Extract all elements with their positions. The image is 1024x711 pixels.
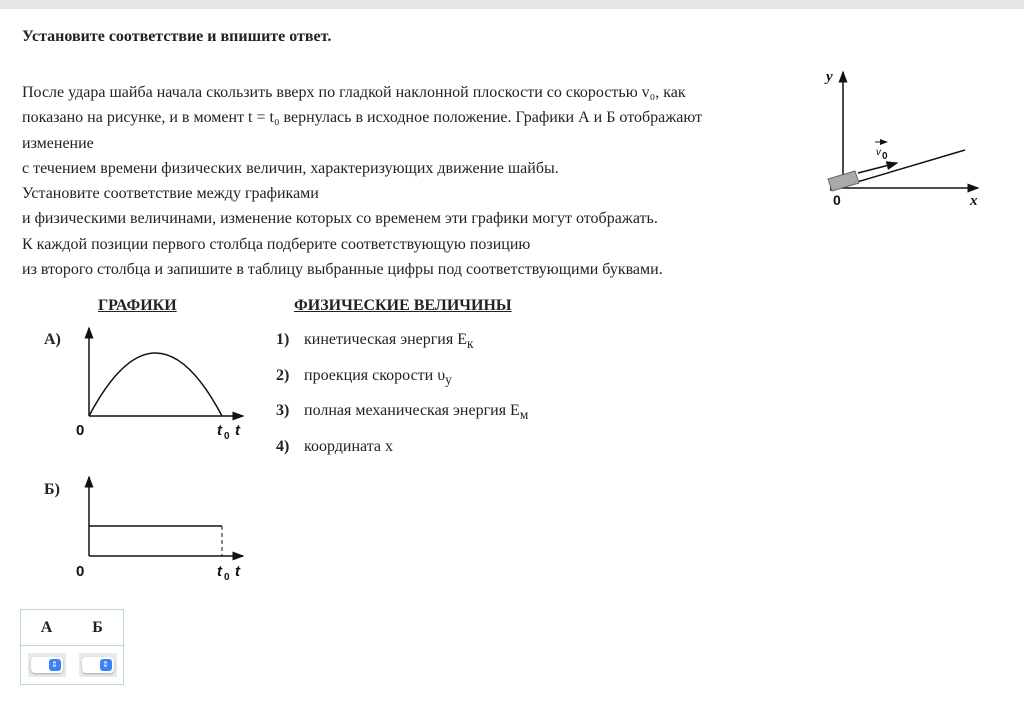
column-header-a: А	[40, 619, 53, 636]
parabola-curve	[89, 353, 222, 416]
text-line: Установите соответствие между графиками	[22, 185, 319, 203]
quantity-3	[276, 402, 528, 423]
graph-a-label: А)	[44, 331, 61, 348]
graph-a-t-label: t	[235, 422, 240, 439]
quantity-text: проекция скорости υ	[304, 367, 446, 384]
text-line: из второго столбца и запишите в таблицу выбранные цифры под соответствующими буквами.	[22, 261, 663, 279]
graph-a-t0: t	[217, 422, 222, 439]
y-axis-label: y	[826, 69, 833, 85]
velocity-subscript: 0	[882, 151, 888, 162]
quantity-num: 4)	[276, 438, 290, 455]
quantity-sub: y	[445, 372, 452, 388]
quantities-header: ФИЗИЧЕСКИЕ ВЕЛИЧИНЫ	[294, 297, 512, 314]
quantity-num: 1)	[276, 331, 290, 348]
answer-table	[20, 609, 124, 685]
graph-b-origin: 0	[76, 563, 85, 580]
quantity-2	[276, 367, 452, 388]
quantity-1	[276, 331, 473, 352]
graph-b-label: Б)	[44, 481, 60, 498]
text-line: и физическими величинами, изменение которых со временем эти графики могут отображать.	[22, 210, 658, 228]
quantity-sub: к	[466, 336, 474, 352]
graph-a-origin: 0	[76, 422, 85, 439]
quantity-sub: м	[519, 407, 529, 423]
answer-select-a[interactable]	[28, 653, 66, 677]
task-title: Установите соответствие и впишите ответ.	[22, 28, 332, 45]
quantity-text: координата x	[304, 438, 393, 455]
graph-b	[89, 477, 243, 556]
quantity-text: кинетическая энергия E	[304, 331, 467, 348]
graph-b-t0: t	[217, 563, 222, 580]
quantity-num: 2)	[276, 367, 290, 384]
graph-b-t-label: t	[235, 563, 240, 580]
graphs-header: ГРАФИКИ	[98, 297, 177, 314]
quantity-num: 3)	[276, 402, 290, 419]
text-line: показано на рисунке, и в момент t = t₀ вернулась в исходное положение. Графики А и Б отображают	[22, 109, 703, 127]
x-axis-label: x	[970, 193, 978, 209]
select-arrows-icon: ⇕	[100, 659, 112, 671]
graph-a-t0-sub: 0	[224, 431, 230, 442]
quantity-4	[276, 438, 393, 456]
velocity-label: v	[876, 147, 881, 158]
text-line: К каждой позиции первого столбца подберите соответствующую позицию	[22, 235, 531, 253]
graph-a	[89, 328, 243, 416]
text-line: изменение	[22, 134, 94, 152]
incline-figure	[824, 69, 978, 209]
quantity-text: полная механическая энергия E	[304, 402, 520, 419]
graph-b-t0-sub: 0	[224, 572, 230, 583]
origin-label: 0	[833, 192, 841, 208]
text-line: с течением времени физических величин, характеризующих движение шайбы.	[22, 159, 559, 177]
text-line: После удара шайба начала скользить вверх по гладкой наклонной плоскости со скоростью v₀, как	[22, 84, 686, 101]
select-arrows-icon: ⇕	[49, 659, 61, 671]
column-header-b: Б	[92, 619, 103, 636]
answer-select-b[interactable]	[79, 653, 117, 677]
